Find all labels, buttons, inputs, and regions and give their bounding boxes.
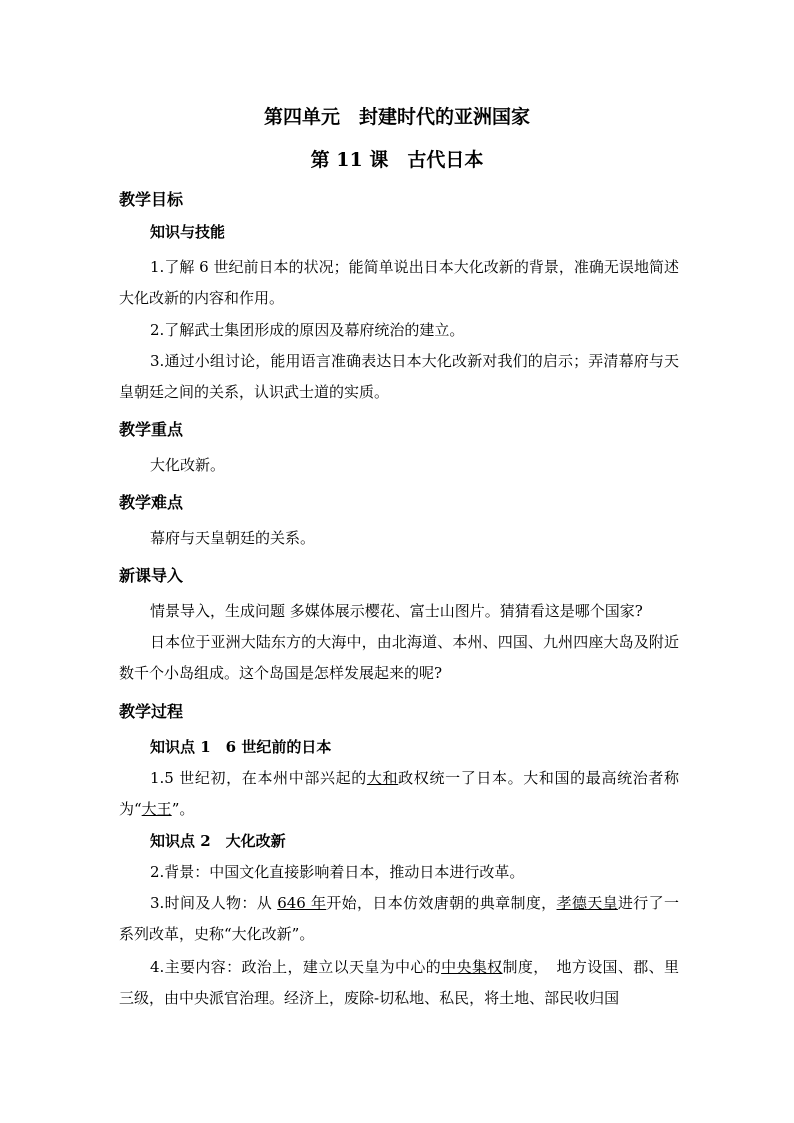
goals-heading: 教学目标 (119, 190, 184, 209)
underlined-term: 孝德天皇 (556, 894, 618, 912)
goal-item-2: 2.了解武士集团形成的原因及幕府统治的建立。 (150, 321, 465, 339)
unit-title: 第四单元 封建时代的亚洲国家 (263, 106, 530, 128)
intro-heading: 新课导入 (119, 566, 184, 585)
reform-time-people: 3.时间及人物：从 646 年开始，日本仿效唐朝的典章制度，孝德天皇进行了一系列改革，史称“大化改新”。 (119, 894, 679, 943)
underlined-term: 中央集权 (441, 958, 503, 976)
goal-item-1: 1.了解 6 世纪前日本的状况；能简单说出日本大化改新的背景，准确无误地简述大化改新的内容和作用。 (119, 258, 679, 307)
difficulty-heading: 教学难点 (119, 493, 184, 512)
reform-background: 2.背景：中国文化直接影响着日本，推动日本进行改革。 (150, 863, 525, 881)
knowledge-point-1-text: 1.5 世纪初，在本州中部兴起的大和政权统一了日本。大和国的最高统治者称为“大王”。 (119, 769, 679, 818)
intro-paragraph-1: 情景导入，生成问题 多媒体展示樱花、富士山图片。猜猜看这是哪个国家? (150, 602, 643, 620)
lesson-title: 第 11 课 古代日本 (310, 149, 484, 171)
goal-item-3: 3.通过小组讨论，能用语言准确表达日本大化改新对我们的启示；弄清幕府与天皇朝廷之间的关系，认识武士道的实质。 (119, 352, 679, 401)
underlined-term: 大和 (366, 769, 399, 787)
process-heading: 教学过程 (119, 702, 184, 721)
key-point-heading: 教学重点 (119, 420, 184, 439)
reform-content: 4.主要内容：政治上，建立以天皇为中心的中央集权制度， 地方设国、郡、里三级，由中央派官治理。经济上，废除-切私地、私民，将土地、部民收归国 (119, 958, 679, 1007)
skills-subheading: 知识与技能 (150, 223, 226, 241)
underlined-term: 646 年 (277, 894, 327, 912)
knowledge-point-2-title: 知识点 2 大化改新 (150, 832, 286, 850)
intro-paragraph-2: 日本位于亚洲大陆东方的大海中，由北海道、本州、四国、九州四座大岛及附近数千个小岛组成。这个岛国是怎样发展起来的呢? (119, 633, 679, 682)
underlined-term: 大王 (141, 800, 172, 818)
key-point-text: 大化改新。 (150, 456, 226, 474)
difficulty-text: 幕府与天皇朝廷的关系。 (150, 529, 316, 547)
knowledge-point-1-title: 知识点 1 6 世纪前的日本 (150, 738, 332, 756)
